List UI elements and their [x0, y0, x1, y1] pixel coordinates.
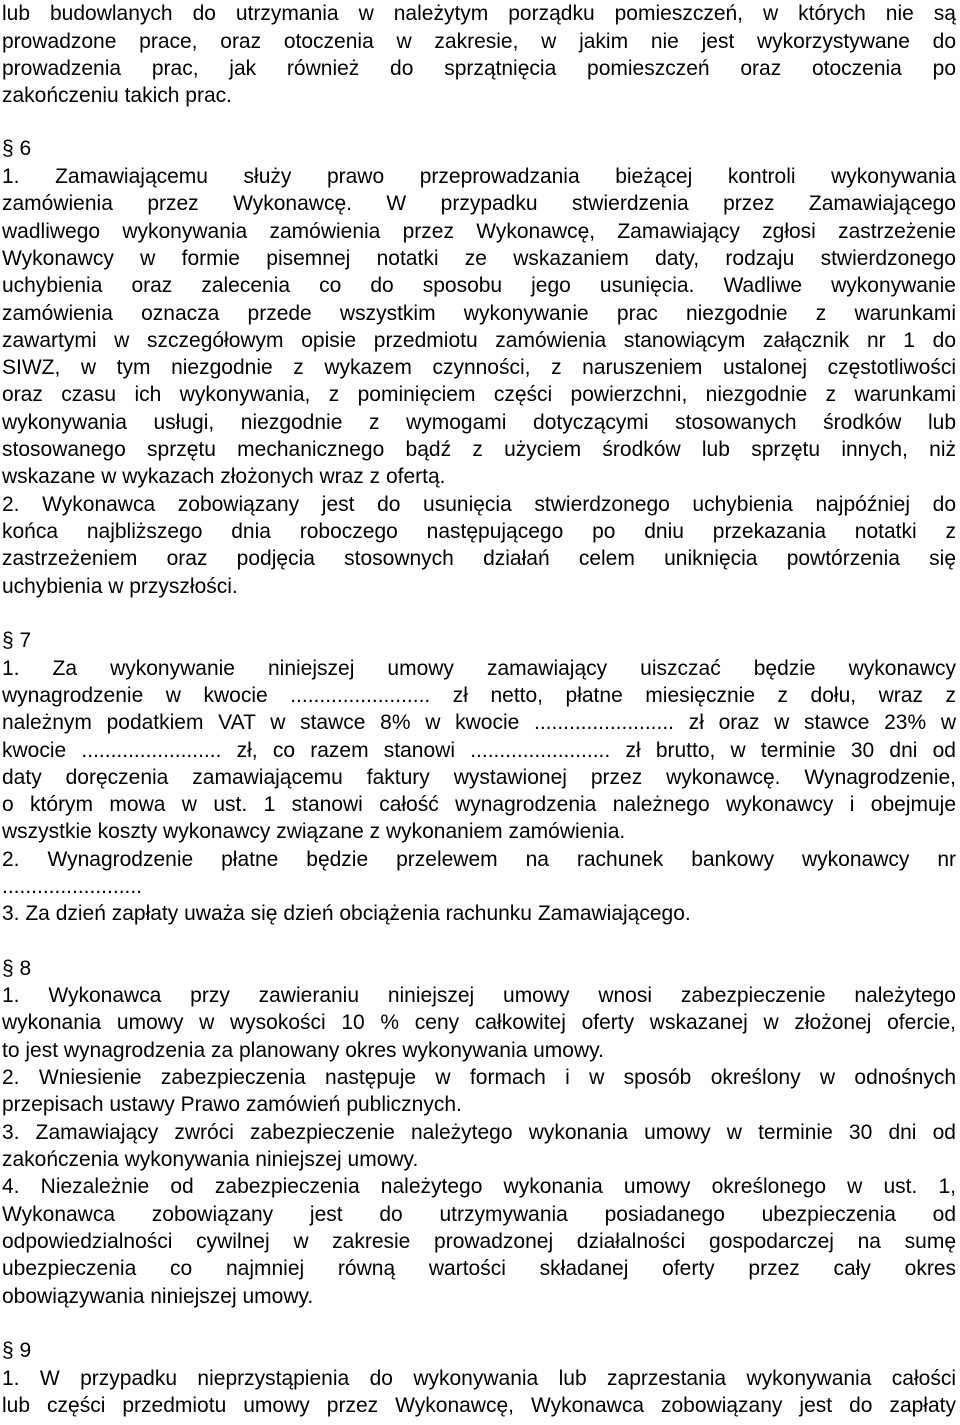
- text-line: 2. Wniesienie zabezpieczenia następuje w formach i w sposób określony w odnośnych: [2, 1066, 956, 1089]
- text-line: o którym mowa w ust. 1 stanowi całość wynagrodzenia należnego wykonawcy i obejmuje: [2, 793, 956, 816]
- text-line: zakończeniu takich prac.: [2, 84, 232, 107]
- text-line: lub części przedmiotu umowy przez Wykonawcę, Wykonawca zobowiązany jest do zapłaty: [2, 1394, 956, 1417]
- text-line: zamówienia przez Wykonawcę. W przypadku stwierdzenia przez Zamawiającego: [2, 192, 956, 215]
- text-line: Wykonawca zobowiązany jest do utrzymywania posiadanego ubezpieczenia od: [2, 1203, 956, 1226]
- text-line: uchybienia oraz zalecenia co do sposobu jego usunięcia. Wadliwe wykonywanie: [2, 274, 956, 297]
- text-line: oraz czasu ich wykonywania, z pominięciem części powierzchni, niezgodnie z warunkami: [2, 383, 956, 406]
- text-line: 4. Niezależnie od zabezpieczenia należytego wykonania umowy określonego w ust. 1,: [2, 1175, 956, 1198]
- text-line: wadliwego wykonywania zamówienia przez Wykonawcę, Zamawiający zgłosi zastrzeżenie: [2, 220, 956, 243]
- text-line: ubezpieczenia co najmniej równą wartości składanej oferty przez cały okres: [2, 1257, 956, 1280]
- text-line: wskazane w wykazach złożonych wraz z ofertą.: [2, 465, 446, 488]
- text-line: wykonywania usługi, niezgodnie z wymogami dotyczącymi stosowanych środków lub: [2, 411, 956, 434]
- text-line: 2. Wykonawca zobowiązany jest do usunięcia stwierdzonego uchybienia najpóźniej do: [2, 493, 956, 516]
- text-line: zastrzeżeniem oraz podjęcia stosownych działań celem uniknięcia powtórzenia się: [2, 547, 956, 570]
- text-line: końca najbliższego dnia roboczego następującego po dniu przekazania notatki z: [2, 520, 956, 543]
- text-line: 3. Zamawiający zwróci zabezpieczenie należytego wykonania umowy w terminie 30 dni od: [2, 1121, 956, 1144]
- text-line: obowiązywania niniejszej umowy.: [2, 1285, 314, 1308]
- text-line: 1. Zamawiającemu służy prawo przeprowadzania bieżącej kontroli wykonywania: [2, 165, 956, 188]
- text-line: wszystkie koszty wykonawcy związane z wykonaniem zamówienia.: [2, 820, 626, 843]
- text-line: lub budowlanych do utrzymania w należytym porządku pomieszczeń, w których nie są: [2, 2, 956, 25]
- text-line: prowadzenia prac, jak również do sprzątnięcia pomieszczeń oraz otoczenia po: [2, 57, 956, 80]
- text-line: 1. Za wykonywanie niniejszej umowy zamawiający uiszczać będzie wykonawcy: [2, 657, 956, 680]
- text-line: zawartymi w szczegółowym opisie przedmiotu zamówienia stanowiącym załącznik nr 1 do: [2, 329, 956, 352]
- text-line: uchybienia w przyszłości.: [2, 575, 238, 598]
- text-line: 1. Wykonawca przy zawieraniu niniejszej umowy wnosi zabezpieczenie należytego: [2, 984, 956, 1007]
- text-line: zamówienia oznacza przede wszystkim wykonywanie prac niezgodnie z warunkami: [2, 302, 956, 325]
- text-line: wykonania umowy w wysokości 10 % ceny całkowitej oferty wskazanej w złożonej ofercie,: [2, 1011, 956, 1034]
- text-line: przepisach ustawy Prawo zamówień publicznych.: [2, 1093, 462, 1116]
- text-line: stosowanego sprzętu mechanicznego bądź z użyciem środków lub sprzętu innych, niż: [2, 438, 956, 461]
- text-line: 2. Wynagrodzenie płatne będzie przelewem na rachunek bankowy wykonawcy nr: [2, 848, 956, 871]
- text-line: ........................: [2, 875, 143, 898]
- section-heading: § 6: [2, 137, 32, 160]
- text-line: wynagrodzenie w kwocie ........................ zł netto, płatne miesięcznie z dołu, wraz z: [2, 684, 956, 707]
- text-line: zakończenia wykonywania niniejszej umowy.: [2, 1148, 419, 1171]
- text-line: to jest wynagrodzenia za planowany okres wykonywania umowy.: [2, 1039, 604, 1062]
- text-line: odpowiedzialności cywilnej w zakresie prowadzonej działalności gospodarczej na sumę: [2, 1230, 956, 1253]
- text-line: 3. Za dzień zapłaty uważa się dzień obciążenia rachunku Zamawiającego.: [2, 902, 691, 925]
- section-heading: § 7: [2, 629, 32, 652]
- text-line: 1. W przypadku nieprzystąpienia do wykonywania lub zaprzestania wykonywania całości: [2, 1367, 956, 1390]
- text-line: kwocie ........................ zł, co razem stanowi ........................ zł brutto, w terminie 30 dni od: [2, 739, 956, 762]
- text-line: Wykonawcy w formie pisemnej notatki ze wskazaniem daty, rodzaju stwierdzonego: [2, 247, 956, 270]
- text-line: należnym podatkiem VAT w stawce 8% w kwocie ........................ zł oraz w stawce 23% w: [2, 711, 956, 734]
- section-heading: § 8: [2, 957, 32, 980]
- text-line: prowadzone prace, oraz otoczenia w zakresie, w jakim nie jest wykorzystywane do: [2, 30, 956, 53]
- text-line: daty doręczenia zamawiającemu faktury wystawionej przez wykonawcę. Wynagrodzenie,: [2, 766, 956, 789]
- text-line: SIWZ, w tym niezgodnie z wykazem czynności, z naruszeniem ustalonej częstotliwości: [2, 356, 956, 379]
- section-heading: § 9: [2, 1339, 32, 1362]
